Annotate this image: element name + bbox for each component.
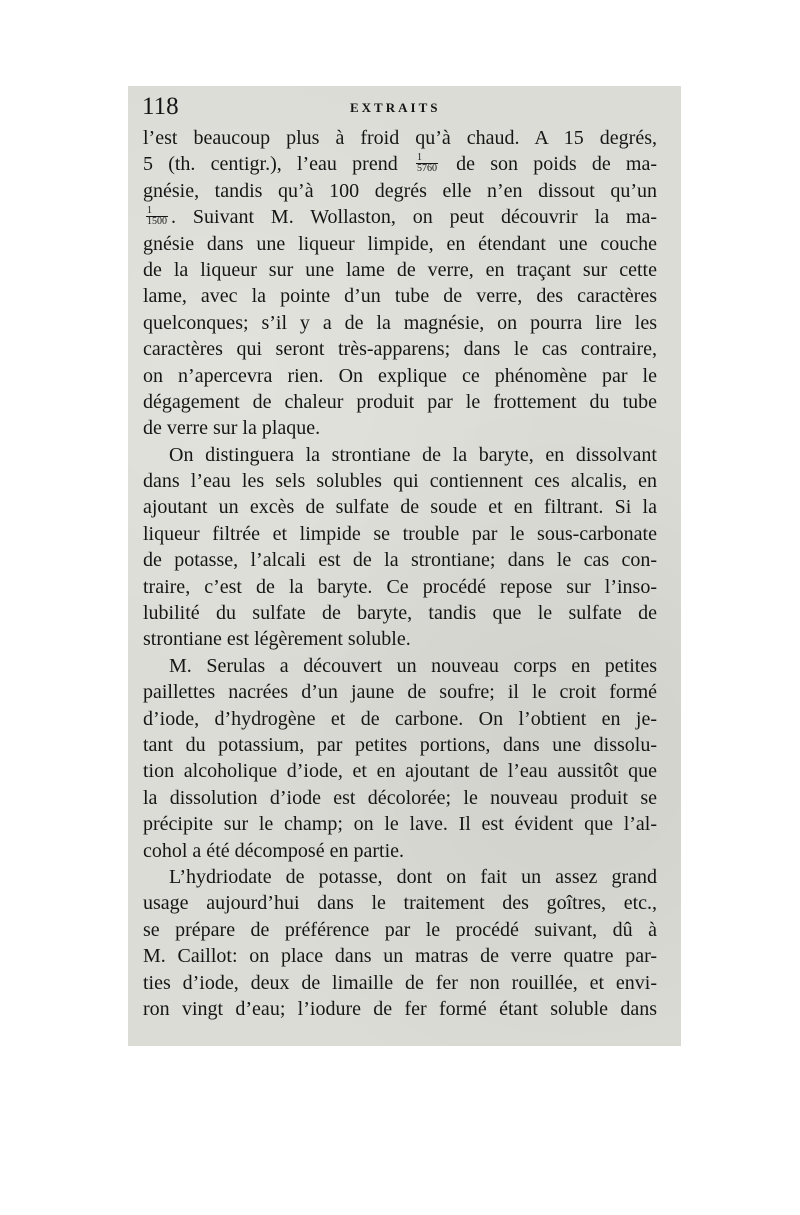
text-line-with-fraction xyxy=(143,151,657,177)
text-line: ties d’iode, deux de limaille de fer non rouillée, et envi- xyxy=(143,971,657,994)
fraction-numerator: 1 xyxy=(416,153,438,164)
text-line: la dissolution d’iode est décolorée; le nouveau produit se xyxy=(143,786,657,809)
text-line-with-fraction xyxy=(143,204,657,230)
text-line: quelconques; s’il y a de la magnésie, on pourra lire les xyxy=(143,311,657,334)
text-line: gnésie dans une liqueur limpide, en étendant une couche xyxy=(143,232,657,255)
text-line: M. Serulas a découvert un nouveau corps en petites xyxy=(169,654,657,677)
fraction xyxy=(416,153,438,174)
text-segment: . Suivant M. Wollaston, on peut découvrir la ma- xyxy=(171,206,657,229)
text-line: caractères qui seront très-apparens; dans le cas contraire, xyxy=(143,338,657,361)
text-line: de la liqueur sur une lame de verre, en traçant sur cette xyxy=(143,258,657,281)
text-line: strontiane est légèrement soluble. xyxy=(143,628,411,651)
text-line: liqueur filtrée et limpide se trouble par le sous-carbonate xyxy=(143,522,657,545)
text-line: traire, c’est de la baryte. Ce procédé repose sur l’inso- xyxy=(143,575,657,598)
page-number: 118 xyxy=(142,93,179,120)
text-line: de potasse, l’alcali est de la strontiane; dans le cas con- xyxy=(143,549,657,572)
text-line: usage aujourd’hui dans le traitement des goîtres, etc., xyxy=(143,892,657,915)
text-line: lame, avec la pointe d’un tube de verre, des caractères xyxy=(143,285,657,308)
fraction-denominator: 1500 xyxy=(147,216,167,228)
text-line: tant du potassium, par petites portions, dans une dissolu- xyxy=(143,733,657,756)
text-line: M. Caillot: on place dans un matras de verre quatre par- xyxy=(143,945,657,968)
fraction-denominator: 5760 xyxy=(416,163,437,175)
text-line: ajoutant un excès de sulfate de soude et en filtrant. Si la xyxy=(143,496,657,519)
text-segment: 5 (th. centigr.), l’eau prend xyxy=(143,153,398,176)
text-line: L’hydriodate de potasse, dont on fait un assez grand xyxy=(169,865,657,888)
page-header xyxy=(142,92,662,122)
text-line: gnésie, tandis qu’à 100 degrés elle n’en dissout qu’un xyxy=(143,179,657,202)
text-line: tion alcoholique d’iode, et en ajoutant de l’eau aussitôt que xyxy=(143,760,657,783)
text-line: cohol a été décomposé en partie. xyxy=(143,839,404,862)
text-line: paillettes nacrées d’un jaune de soufre; il le croit formé xyxy=(143,681,657,704)
text-line: précipite sur le champ; on le lave. Il est évident que l’al- xyxy=(143,813,657,836)
text-line: d’iode, d’hydrogène et de carbone. On l’obtient en je- xyxy=(143,707,657,730)
text-line: on n’apercevra rien. On explique ce phénomène par le xyxy=(143,364,657,387)
running-head: EXTRAITS xyxy=(350,100,441,115)
text-line: dégagement de chaleur produit par le frottement du tube xyxy=(143,390,657,413)
text-line: lubilité du sulfate de baryte, tandis que le sulfate de xyxy=(143,602,657,625)
text-line: dans l’eau les sels solubles qui contiennent ces alcalis, en xyxy=(143,470,657,493)
text-segment: de son poids de ma- xyxy=(456,153,658,176)
text-line: de verre sur la plaque. xyxy=(143,417,321,440)
body-text xyxy=(143,125,657,1022)
fraction xyxy=(146,206,168,227)
text-line: On distinguera la strontiane de la baryte, en dissolvant xyxy=(169,443,657,466)
text-line: l’est beaucoup plus à froid qu’à chaud. A 15 degrés, xyxy=(143,127,657,149)
text-line: ron vingt d’eau; l’iodure de fer formé étant soluble dans xyxy=(143,997,657,1020)
text-line: se prépare de préférence par le procédé suivant, dû à xyxy=(143,918,657,941)
fraction-numerator: 1 xyxy=(146,206,168,217)
